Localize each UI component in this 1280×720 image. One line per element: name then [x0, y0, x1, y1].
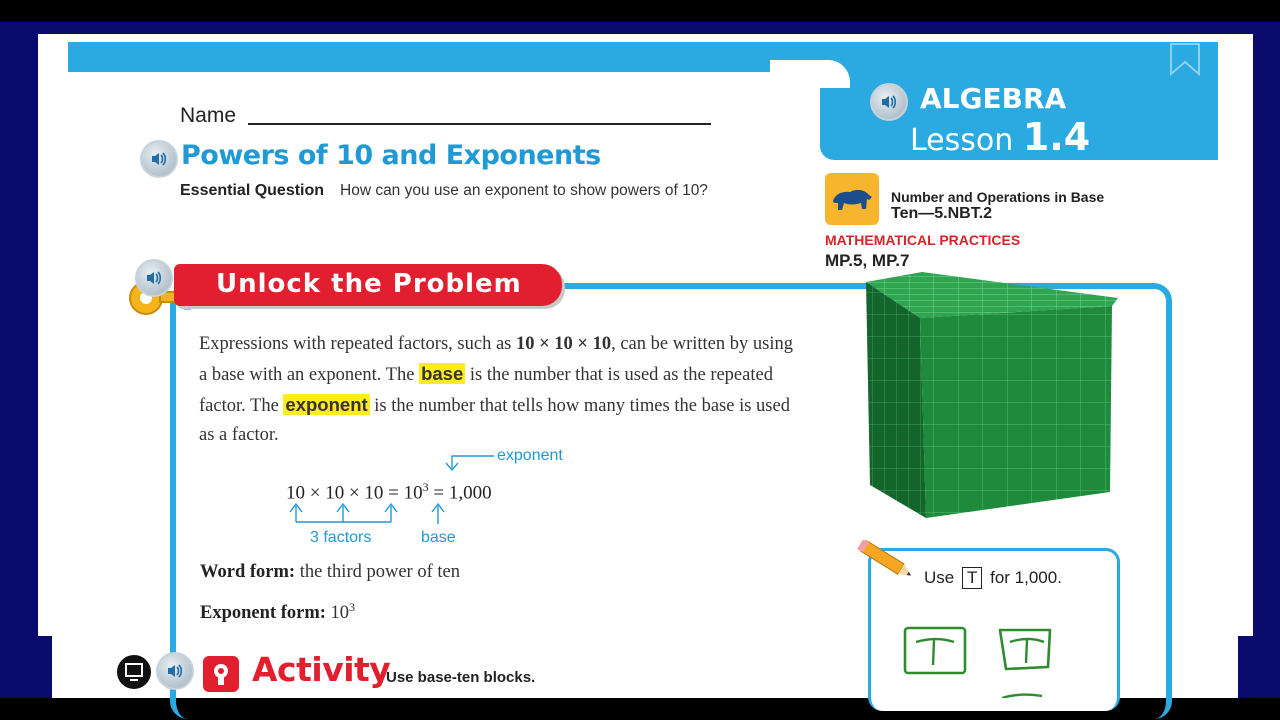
- screen-share-icon[interactable]: [115, 653, 153, 691]
- exponent-form-base: 10: [325, 603, 350, 624]
- equation-power: 3: [422, 480, 429, 494]
- para-text: is the number that is used as the repeated factor. The: [199, 365, 773, 416]
- para-text: Expressions with repeated factors, such as: [199, 334, 516, 354]
- highlight-exponent: exponent: [285, 394, 368, 415]
- practices-values: MP.5, MP.7: [825, 251, 910, 270]
- standard-line-2: Ten—5.NBT.2: [891, 205, 993, 222]
- lesson-num: 1.4: [1022, 115, 1091, 159]
- equation-right: = 1,000: [428, 482, 492, 504]
- word-form-value: the third power of ten: [295, 562, 460, 582]
- thousand-cube-image: [860, 270, 1120, 520]
- name-label: Name: [180, 104, 237, 127]
- definition-paragraph: [199, 330, 799, 450]
- audio-speaker-icon[interactable]: [870, 83, 908, 121]
- lock-icon: [203, 656, 239, 692]
- equation: [286, 480, 492, 504]
- exponent-label: exponent: [497, 447, 563, 464]
- name-field-line: [248, 123, 711, 125]
- top-blue-band: [68, 42, 1218, 72]
- exponent-form: [200, 600, 355, 624]
- for-text: for 1,000.: [990, 568, 1062, 587]
- word-form-label: Word form:: [200, 562, 296, 582]
- t-symbol-box: T: [962, 567, 982, 589]
- bear-logo-icon: [825, 173, 879, 225]
- handwritten-annotations: [900, 622, 1060, 698]
- base-label: base: [421, 529, 456, 546]
- lesson-word: Lesson: [910, 123, 1014, 158]
- use-t-instruction: [924, 567, 1062, 589]
- use-word: Use: [924, 568, 955, 587]
- lesson-number: [910, 115, 1090, 159]
- bookmark-icon[interactable]: [1167, 42, 1203, 76]
- standard-line-1: Number and Operations in Base: [891, 189, 1105, 205]
- para-text: , can be written by using a base with an exponent. The: [199, 334, 793, 385]
- practices-label: MATHEMATICAL PRACTICES: [825, 232, 1021, 248]
- subject-label: ALGEBRA: [920, 82, 1067, 115]
- banner-notch: [770, 60, 850, 88]
- factors-label: 3 factors: [310, 529, 372, 546]
- exponent-form-power: 3: [349, 600, 356, 614]
- highlight-base: base: [421, 363, 464, 384]
- activity-subtitle: Use base-ten blocks.: [386, 669, 536, 686]
- lesson-title: Powers of 10 and Exponents: [181, 140, 601, 171]
- word-form: [200, 562, 460, 583]
- pencil-icon: [855, 540, 917, 582]
- activity-title: Activity: [252, 650, 391, 689]
- equation-left: 10 × 10 × 10 = 10: [286, 482, 423, 504]
- unlock-title: Unlock the Problem: [216, 269, 522, 299]
- para-text: is the number that tells how many times the base is used as a factor.: [199, 396, 790, 445]
- essential-question-text: How can you use an exponent to show powers of 10?: [340, 182, 708, 199]
- para-math: 10 × 10 × 10: [515, 334, 612, 354]
- essential-question-label: Essential Question: [180, 182, 325, 199]
- audio-speaker-icon[interactable]: [140, 140, 178, 178]
- audio-speaker-icon[interactable]: [135, 259, 173, 297]
- audio-speaker-icon[interactable]: [156, 652, 194, 690]
- exponent-form-label: Exponent form:: [200, 603, 326, 624]
